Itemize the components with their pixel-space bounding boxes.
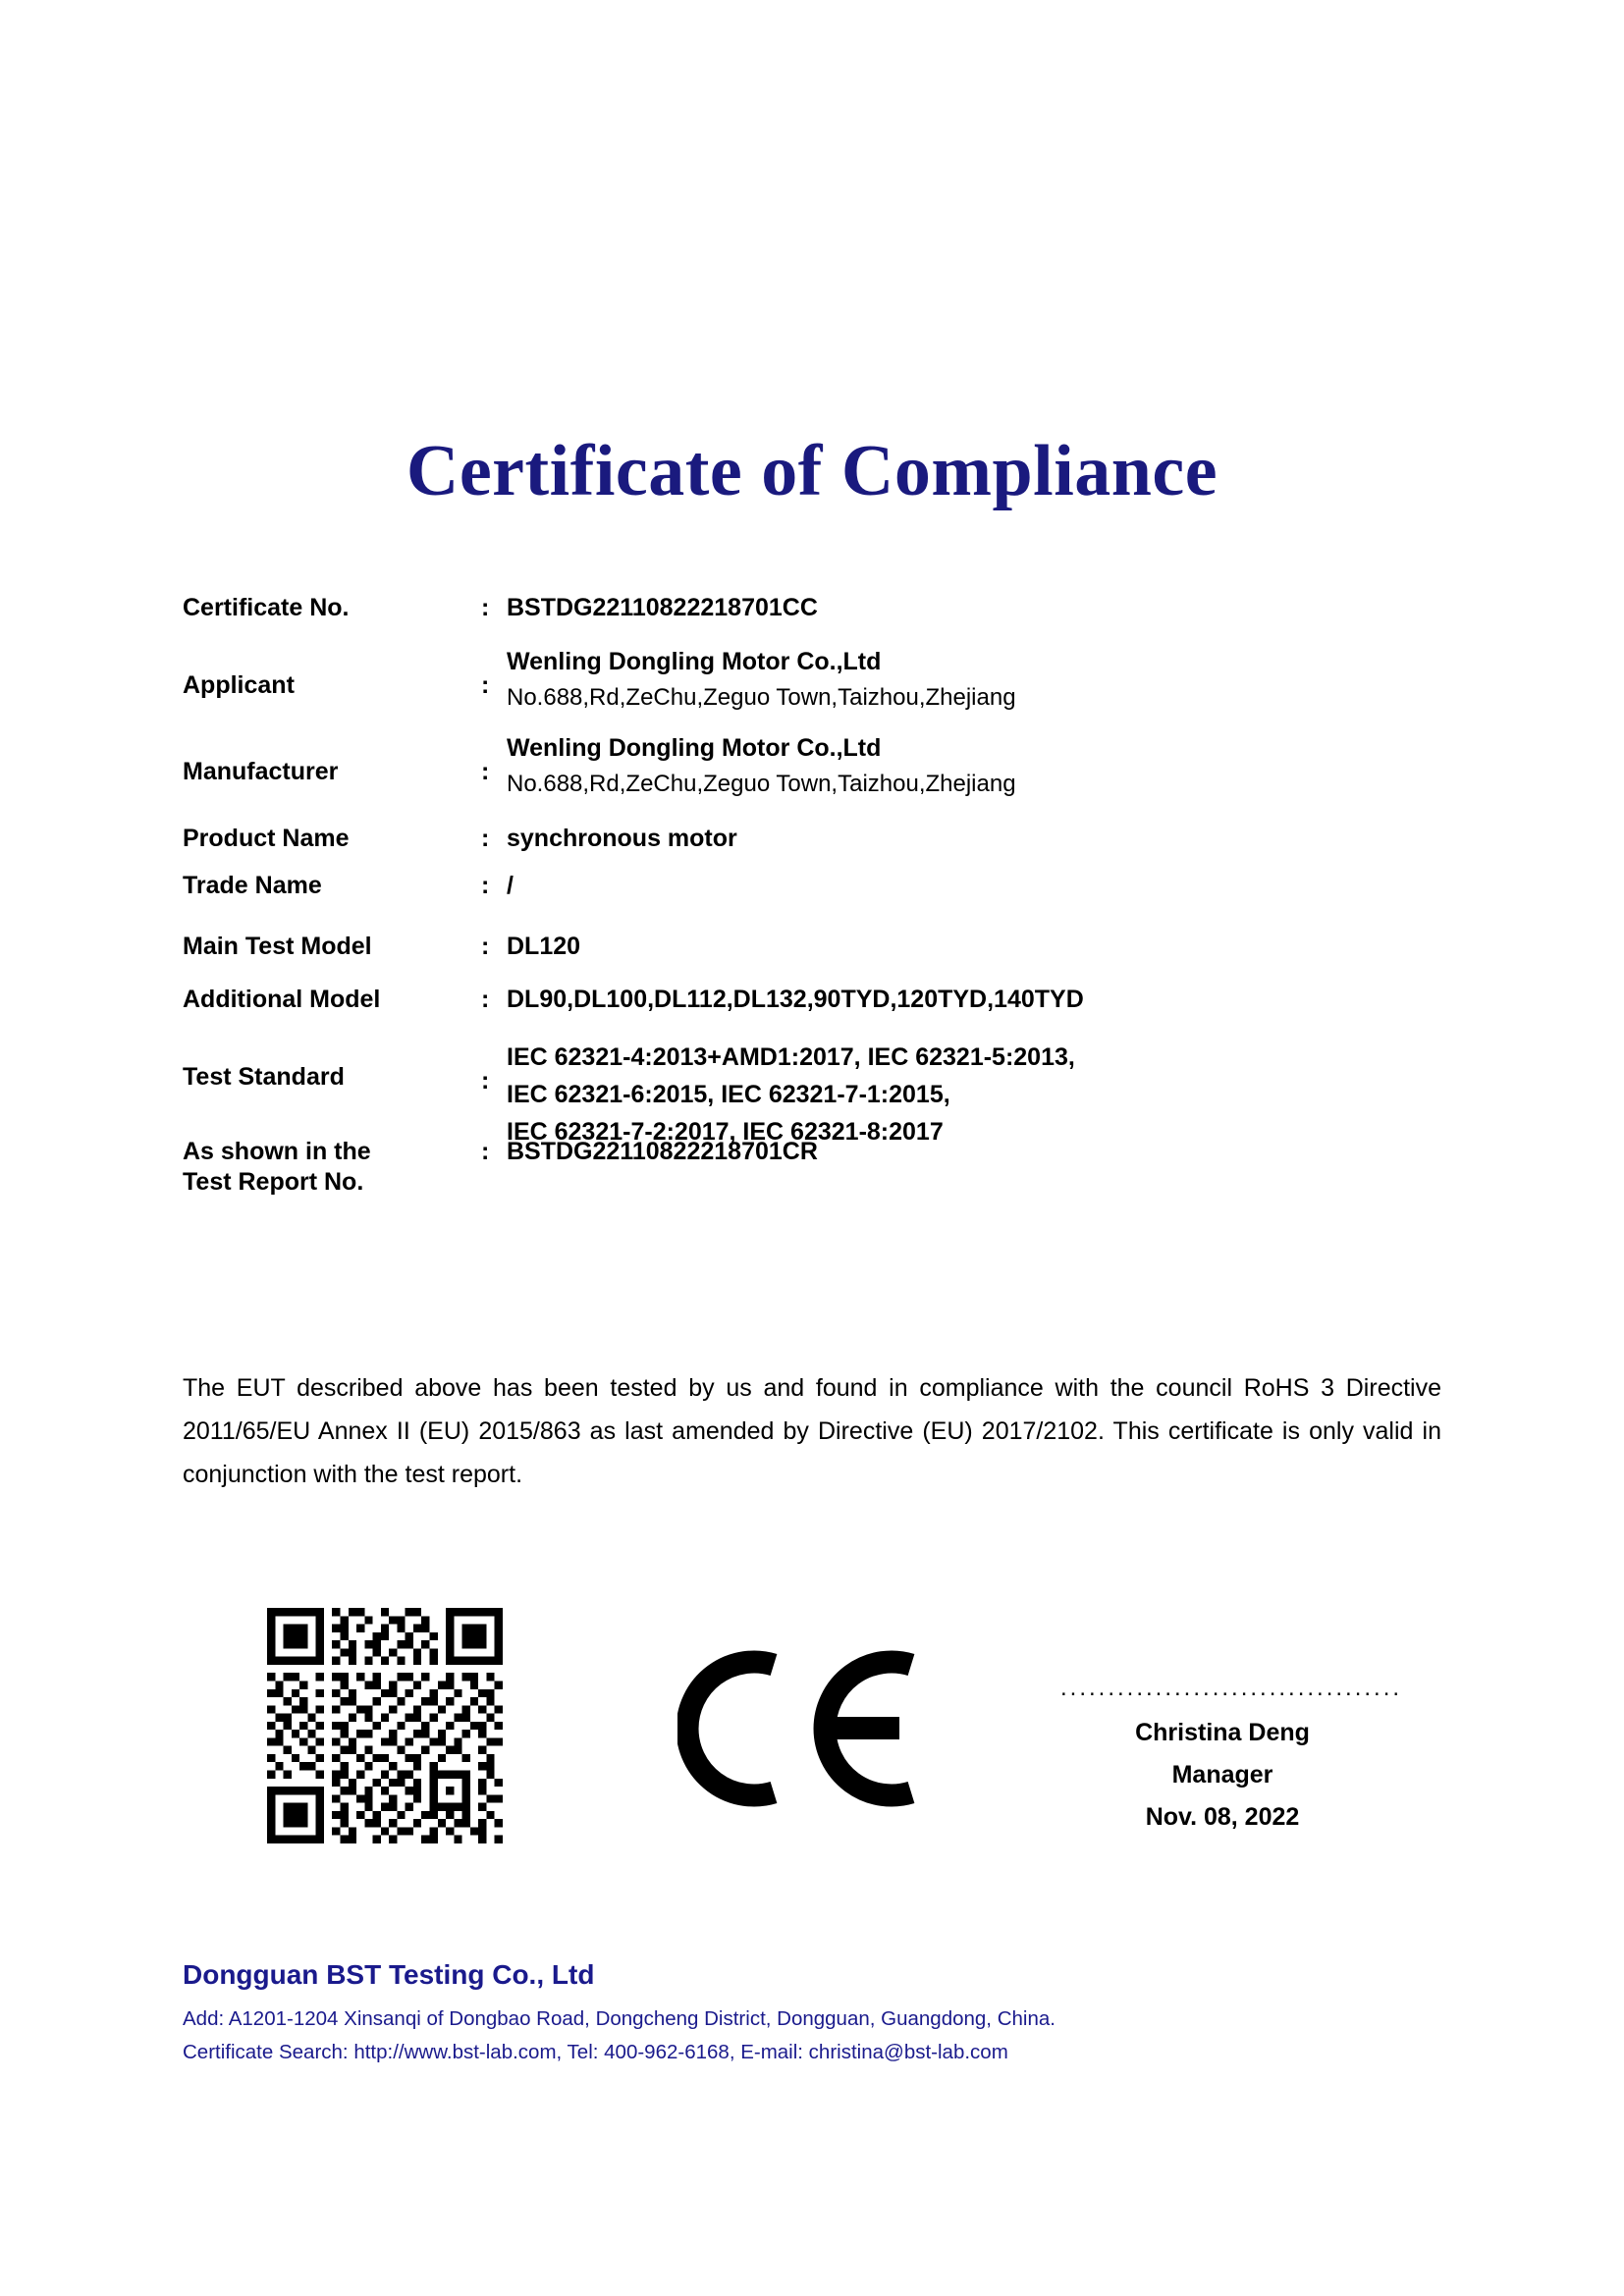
compliance-statement: The EUT described above has been tested by us and found in compliance with the council RoHS 3 Directive 2011/65/EU Annex II (EU) 2015/863 as last amended by Directive (EU) 2017/2102. This certificate is only valid in conjunction with the test report. <box>183 1374 1441 1488</box>
signature-dotted-line: .................................... <box>1060 1675 1403 1701</box>
field-row-product-name <box>183 822 1449 869</box>
field-row-additional-model <box>183 983 1449 1037</box>
label-test-report-no <box>183 1135 481 1198</box>
manufacturer-name: Wenling Dongling Motor Co.,Ltd <box>507 734 882 762</box>
label-additional-model: Additional Model <box>183 986 381 1013</box>
value-test-report-no: BSTDG22110822218701CR <box>507 1138 818 1165</box>
field-row-manufacturer <box>183 731 1449 822</box>
footer-company-name: Dongguan BST Testing Co., Ltd <box>183 1959 595 1990</box>
manufacturer-address: No.688,Rd,ZeChu,Zeguo Town,Taizhou,Zhejiang <box>507 771 1016 797</box>
value-trade-name: / <box>507 872 514 899</box>
page-title: Certificate of Compliance <box>406 431 1218 511</box>
field-row-trade-name <box>183 869 1449 930</box>
signatory-name: Christina Deng <box>1135 1719 1310 1746</box>
value-product-name: synchronous motor <box>507 825 737 852</box>
ce-mark-icon <box>677 1635 933 1822</box>
value-manufacturer <box>507 731 1449 801</box>
qr-code-icon <box>267 1608 503 1843</box>
signature-block <box>1060 1675 1403 1839</box>
colon-certificate-no: : <box>481 594 490 621</box>
colon-manufacturer: : <box>481 758 490 785</box>
applicant-name: Wenling Dongling Motor Co.,Ltd <box>507 648 882 675</box>
field-row-main-test-model <box>183 930 1449 983</box>
colon-test-standard: : <box>481 1067 490 1095</box>
label-trade-name: Trade Name <box>183 872 322 899</box>
label-applicant: Applicant <box>183 671 295 699</box>
value-test-standard <box>507 1037 1449 1150</box>
value-applicant <box>507 645 1449 715</box>
label-product-name: Product Name <box>183 825 350 852</box>
label-test-standard: Test Standard <box>183 1063 345 1091</box>
colon-test-report-no: : <box>481 1138 490 1165</box>
value-certificate-no: BSTDG22110822218701CC <box>507 594 818 621</box>
value-main-test-model: DL120 <box>507 933 581 960</box>
field-row-test-report-no <box>183 1135 1449 1196</box>
footer-address: Add: A1201-1204 Xinsanqi of Dongbao Road, Dongcheng District, Dongguan, Guangdong, China. <box>183 2007 1056 2030</box>
signatory-role: Manager <box>1171 1761 1273 1789</box>
colon-applicant: : <box>481 671 490 699</box>
certificate-fields-table <box>183 591 1449 1196</box>
colon-trade-name: : <box>481 872 490 899</box>
label-manufacturer: Manufacturer <box>183 758 339 785</box>
colon-product-name: : <box>481 825 490 852</box>
label-certificate-no: Certificate No. <box>183 594 350 621</box>
test-standard-line-1: IEC 62321-4:2013+AMD1:2017, IEC 62321-5:2013, <box>507 1043 1075 1071</box>
test-standard-line-3: IEC 62321-7-2:2017, IEC 62321-8:2017 <box>507 1118 944 1146</box>
ce-mark-svg <box>677 1635 933 1822</box>
test-standard-line-2: IEC 62321-6:2015, IEC 62321-7-1:2015, <box>507 1081 950 1108</box>
label-main-test-model: Main Test Model <box>183 933 372 960</box>
qr-code-svg <box>267 1608 503 1843</box>
test-report-label-line-1: As shown in the <box>183 1138 371 1165</box>
applicant-address: No.688,Rd,ZeChu,Zeguo Town,Taizhou,Zhejiang <box>507 684 1016 711</box>
signature-date: Nov. 08, 2022 <box>1145 1803 1300 1831</box>
field-row-certificate-no <box>183 591 1449 645</box>
footer <box>183 1953 1459 2069</box>
test-report-label-line-2: Test Report No. <box>183 1168 364 1196</box>
footer-contact: Certificate Search: http://www.bst-lab.com, Tel: 400-962-6168, E-mail: christina@bst-lab.com <box>183 2041 1008 2063</box>
value-additional-model: DL90,DL100,DL112,DL132,90TYD,120TYD,140TYD <box>507 986 1084 1013</box>
field-row-test-standard <box>183 1037 1449 1146</box>
field-row-applicant <box>183 645 1449 731</box>
colon-main-test-model: : <box>481 933 490 960</box>
colon-additional-model: : <box>481 986 490 1013</box>
